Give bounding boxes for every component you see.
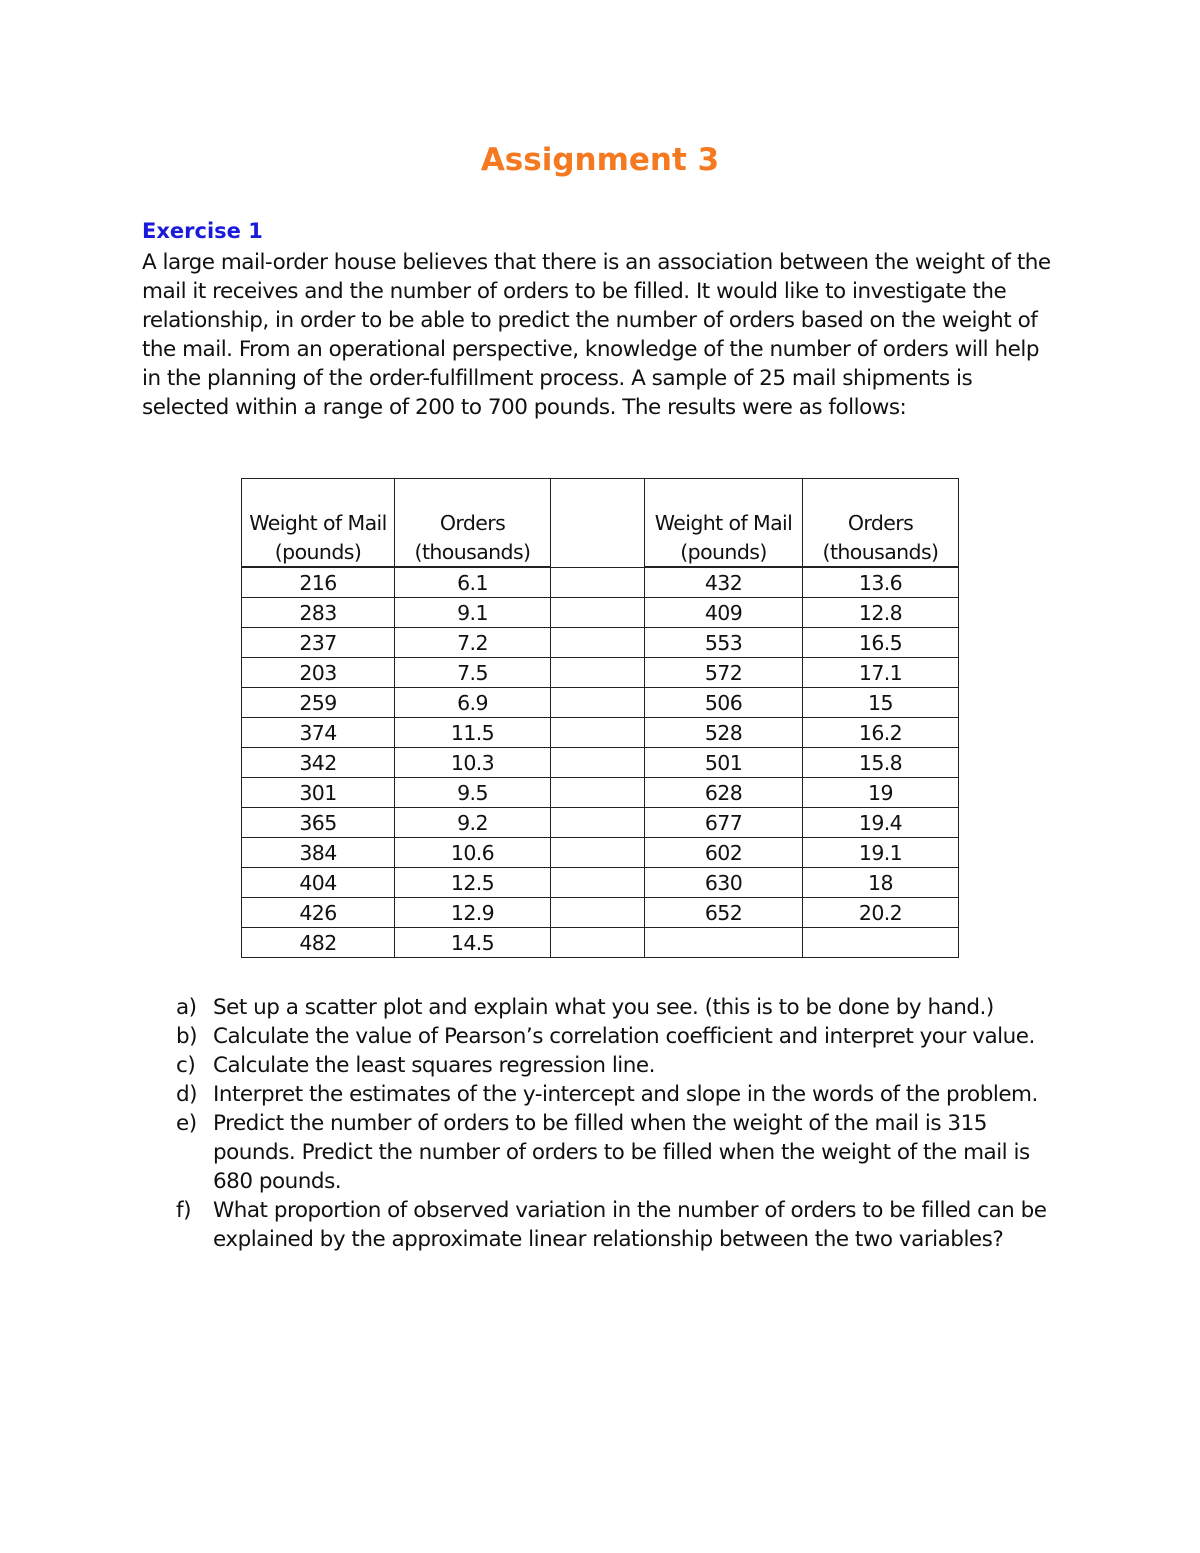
weight-right-cell: 553 — [645, 628, 803, 658]
question-item — [176, 1080, 1071, 1109]
orders-left-cell: 9.5 — [395, 778, 551, 808]
orders-right-cell — [803, 928, 959, 958]
weight-right-cell: 409 — [645, 598, 803, 628]
table-row — [242, 838, 959, 868]
question-text: Calculate the least squares regression line. — [213, 1053, 655, 1078]
orders-right-cell: 13.6 — [803, 567, 959, 598]
table-row — [242, 688, 959, 718]
question-label: f) — [176, 1198, 191, 1223]
question-item — [176, 993, 1071, 1022]
orders-left-cell: 10.6 — [395, 838, 551, 868]
header-weight-unit-left: (pounds) — [242, 537, 395, 567]
table-spacer-cell — [551, 808, 645, 838]
weight-right-cell: 630 — [645, 868, 803, 898]
exercise-intro: A large mail-order house believes that there is an association between the weight of the mail it receives and the number of orders to be filled. It would like to investigate the relationship, in order to be able to predict the number of orders based on the weight of the mail. From an operational perspective, knowledge of the number of orders will help in the planning of the order-fulfillment process. A sample of 25 mail shipments is selected within a range of 200 to 700 pounds. The results were as follows: — [142, 250, 1051, 420]
orders-left-cell: 9.1 — [395, 598, 551, 628]
data-table — [241, 478, 959, 958]
page-title: Assignment 3 — [480, 142, 720, 178]
weight-right-cell: 572 — [645, 658, 803, 688]
table-spacer-cell — [551, 928, 645, 958]
orders-left-cell: 6.9 — [395, 688, 551, 718]
orders-right-cell: 18 — [803, 868, 959, 898]
header-weight-unit-right: (pounds) — [645, 537, 803, 567]
weight-left-cell: 482 — [242, 928, 395, 958]
question-item — [176, 1022, 1071, 1051]
table-row — [242, 748, 959, 778]
orders-right-cell: 19 — [803, 778, 959, 808]
table-spacer-column — [551, 479, 645, 568]
weight-right-cell — [645, 928, 803, 958]
table-row — [242, 628, 959, 658]
orders-right-cell: 16.5 — [803, 628, 959, 658]
orders-left-cell: 14.5 — [395, 928, 551, 958]
table-spacer-cell — [551, 748, 645, 778]
weight-left-cell: 384 — [242, 838, 395, 868]
weight-right-cell: 677 — [645, 808, 803, 838]
weight-left-cell: 301 — [242, 778, 395, 808]
orders-left-cell: 10.3 — [395, 748, 551, 778]
question-label: c) — [176, 1053, 196, 1078]
header-orders-left: Orders — [395, 479, 551, 538]
table-spacer-cell — [551, 898, 645, 928]
weight-left-cell: 365 — [242, 808, 395, 838]
orders-right-cell: 19.1 — [803, 838, 959, 868]
table-row — [242, 868, 959, 898]
orders-right-cell: 19.4 — [803, 808, 959, 838]
table-spacer-cell — [551, 567, 645, 598]
table-row — [242, 658, 959, 688]
question-item — [176, 1109, 1071, 1196]
weight-left-cell: 203 — [242, 658, 395, 688]
table-row — [242, 808, 959, 838]
table-spacer-cell — [551, 868, 645, 898]
question-list — [176, 993, 1071, 1254]
weight-right-cell: 528 — [645, 718, 803, 748]
weight-right-cell: 628 — [645, 778, 803, 808]
question-text: Calculate the value of Pearson’s correlation coefficient and interpret your value. — [213, 1024, 1035, 1049]
question-label: d) — [176, 1082, 198, 1107]
question-text: Predict the number of orders to be filled when the weight of the mail is 315 pounds. Predict the number of orders to be filled when the weight of the mail is 680 pounds. — [213, 1111, 1030, 1194]
question-text: Set up a scatter plot and explain what you see. (this is to be done by hand.) — [213, 995, 994, 1020]
question-label: b) — [176, 1024, 198, 1049]
orders-left-cell: 9.2 — [395, 808, 551, 838]
table-row — [242, 928, 959, 958]
weight-left-cell: 374 — [242, 718, 395, 748]
orders-left-cell: 6.1 — [395, 567, 551, 598]
table-spacer-cell — [551, 598, 645, 628]
orders-right-cell: 16.2 — [803, 718, 959, 748]
table-spacer-cell — [551, 628, 645, 658]
weight-right-cell: 652 — [645, 898, 803, 928]
orders-right-cell: 17.1 — [803, 658, 959, 688]
orders-left-cell: 7.5 — [395, 658, 551, 688]
orders-right-cell: 15 — [803, 688, 959, 718]
question-text: What proportion of observed variation in the number of orders to be filled can be explained by the approximate linear relationship between the two variables? — [213, 1198, 1047, 1252]
table-row — [242, 718, 959, 748]
weight-right-cell: 432 — [645, 567, 803, 598]
table-spacer-cell — [551, 838, 645, 868]
weight-left-cell: 404 — [242, 868, 395, 898]
header-weight-right: Weight of Mail — [645, 479, 803, 538]
question-text: Interpret the estimates of the y-intercept and slope in the words of the problem. — [213, 1082, 1038, 1107]
question-label: a) — [176, 995, 197, 1020]
table-spacer-cell — [551, 688, 645, 718]
weight-right-cell: 602 — [645, 838, 803, 868]
table-spacer-cell — [551, 658, 645, 688]
table-spacer-cell — [551, 718, 645, 748]
table-row — [242, 898, 959, 928]
orders-right-cell: 12.8 — [803, 598, 959, 628]
weight-left-cell: 216 — [242, 567, 395, 598]
question-label: e) — [176, 1111, 197, 1136]
weight-left-cell: 342 — [242, 748, 395, 778]
weight-left-cell: 237 — [242, 628, 395, 658]
table-row — [242, 567, 959, 598]
orders-right-cell: 20.2 — [803, 898, 959, 928]
orders-left-cell: 11.5 — [395, 718, 551, 748]
orders-left-cell: 7.2 — [395, 628, 551, 658]
weight-left-cell: 259 — [242, 688, 395, 718]
weight-right-cell: 506 — [645, 688, 803, 718]
orders-left-cell: 12.9 — [395, 898, 551, 928]
header-orders-unit-left: (thousands) — [395, 537, 551, 567]
orders-left-cell: 12.5 — [395, 868, 551, 898]
header-weight-left: Weight of Mail — [242, 479, 395, 538]
weight-left-cell: 426 — [242, 898, 395, 928]
orders-right-cell: 15.8 — [803, 748, 959, 778]
table-row — [242, 778, 959, 808]
header-orders-unit-right: (thousands) — [803, 537, 959, 567]
question-item — [176, 1051, 1071, 1080]
header-orders-right: Orders — [803, 479, 959, 538]
table-row — [242, 598, 959, 628]
table-spacer-cell — [551, 778, 645, 808]
weight-right-cell: 501 — [645, 748, 803, 778]
exercise-heading: Exercise 1 — [142, 219, 263, 243]
question-item — [176, 1196, 1071, 1254]
table-header-row — [242, 479, 959, 538]
weight-left-cell: 283 — [242, 598, 395, 628]
